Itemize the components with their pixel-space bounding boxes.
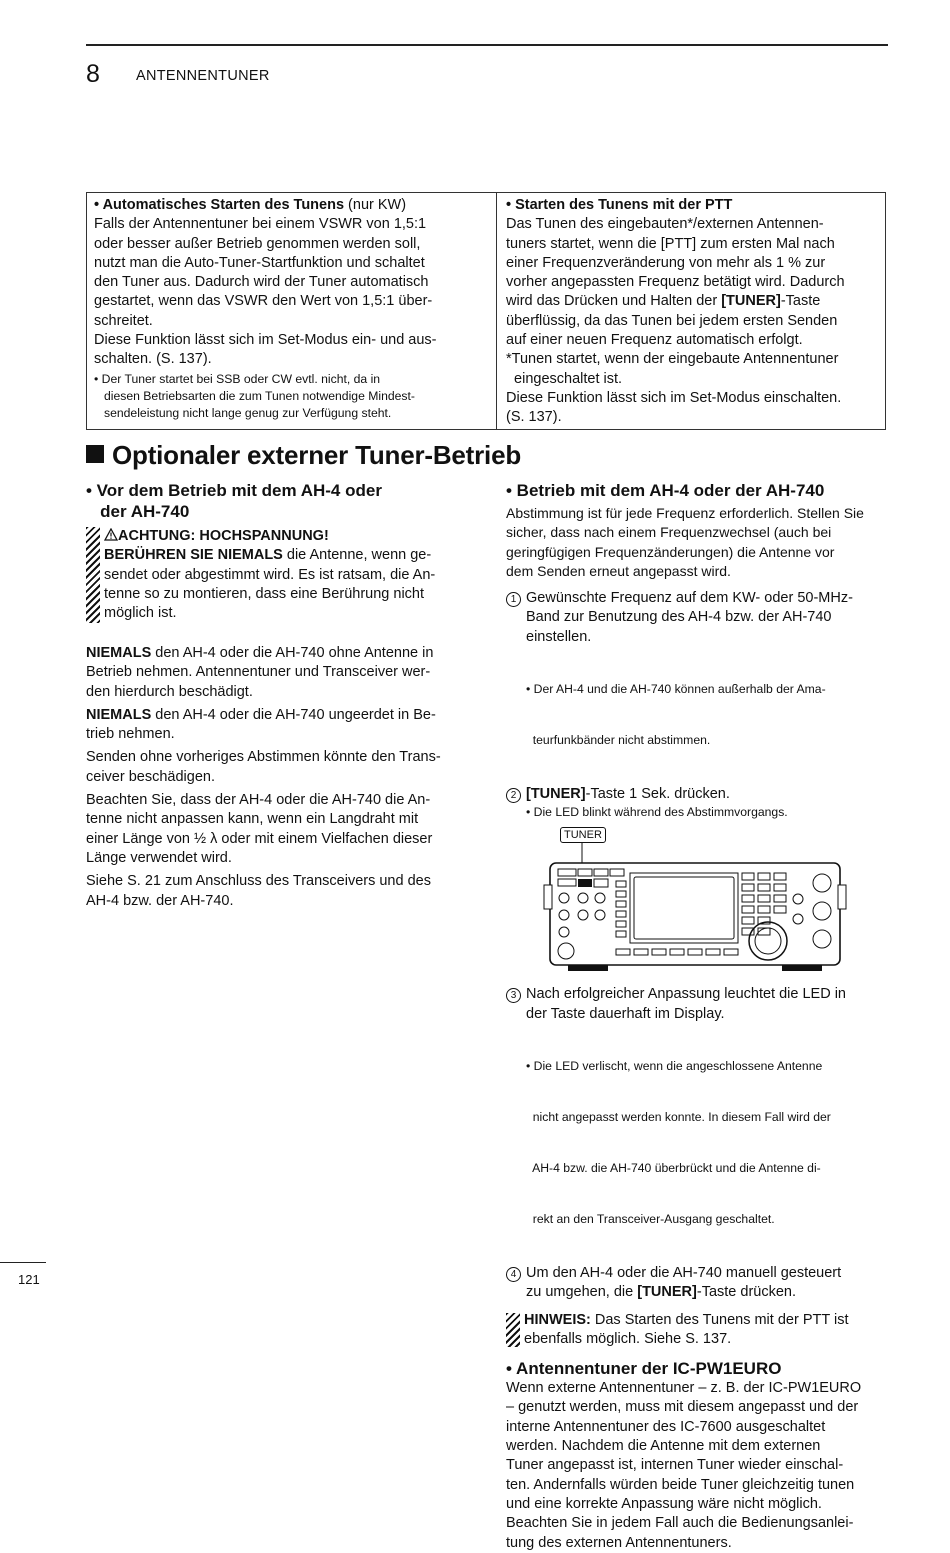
box-left-heading: • Automatisches Starten des Tunens bbox=[94, 197, 345, 213]
tuner-key-ref: [TUNER] bbox=[721, 293, 781, 310]
pw-paragraph: Wenn externe Antennentuner – z. B. der IC-PW1EURO – genutzt werden, muss mit diesem angepasst und der interne Antennentuner des IC-7600 ausgeschaltet werden. Nachdem die Antenne mit dem externen Tuner angepasst ist, internen Tuner wieder einschal- ten. Andernfalls würden beide Tuner gleichzeitig tunen und eine korrekte Anpassung wäre nicht möglich. Beachten Sie in jedem Fall auch die Bedienungsanlei- tung des externen Antennentuners. bbox=[506, 1380, 862, 1551]
box-left-line: oder besser außer Betrieb genommen werden soll, bbox=[94, 235, 421, 252]
right-column bbox=[506, 480, 888, 1553]
step-1: 1 Gewünschte Frequenz auf dem KW- oder 50-MHz- Band zur Benutzung des AH-4 bzw. der AH-740 einstellen. • Der AH-4 und die AH-740 können außerhalb der Ama- teurfunkbänder nicht abstimmen. bbox=[506, 589, 888, 783]
box-left-line: nutzt man die Auto-Tuner-Startfunktion und schaltet bbox=[94, 254, 425, 271]
box-right-line: (S. 137). bbox=[506, 409, 562, 426]
box-right-line: *Tunen startet, wenn der eingebaute Antennentuner bbox=[506, 351, 839, 368]
box-left-note: • Der Tuner startet bei SSB oder CW evtl. nicht, da in bbox=[94, 371, 381, 386]
box-right-column bbox=[506, 196, 880, 428]
square-bullet-icon bbox=[86, 445, 104, 463]
box-right-line: Diese Funktion lässt sich im Set-Modus einschalten. bbox=[506, 389, 842, 406]
box-left-line: Falls der Antennentuner bei einem VSWR von 1,5:1 bbox=[94, 216, 427, 233]
pw-heading: • Antennentuner der IC-PW1EURO bbox=[506, 1359, 782, 1379]
header-rule bbox=[86, 44, 888, 46]
box-left-note: sendeleistung nicht lange genug zur Verfügung steht. bbox=[104, 405, 392, 420]
hint-block: HINWEIS: Das Starten des Tunens mit der PTT ist ebenfalls möglich. Siehe S. 137. bbox=[506, 1311, 888, 1350]
box-left-line: schreitet. bbox=[94, 312, 153, 329]
step-number: 4 bbox=[506, 1267, 521, 1282]
intro-paragraph: Abstimmung ist für jede Frequenz erforderlich. Stellen Sie sicher, dass nach einem Frequenzwechsel (auch bei geringfügigen Frequenzänderungen) die Antenne vor dem Senden erneut angepasst wird. bbox=[506, 505, 864, 579]
warning-bold: BERÜHREN SIE NIEMALS bbox=[104, 547, 283, 564]
left-heading: • Vor dem Betrieb mit dem AH-4 oder bbox=[86, 481, 382, 500]
page-number: 121 bbox=[18, 1272, 40, 1287]
step-3: 3 Nach erfolgreicher Anpassung leuchtet die LED in der Taste dauerhaft im Display. • Die LED verlischt, wenn die angeschlossene Antenne nicht angepasst werden konnte. In diesem Fall wird der AH-4 bzw. die AH-740 überbrückt und die Antenne di- rekt an den Transceiver-Ausgang geschaltet. bbox=[506, 985, 888, 1262]
paragraph: NIEMALS den AH-4 oder die AH-740 ohne Antenne in Betrieb nehmen. Antennentuner und Transceiver wer- den hierdurch beschädigt. bbox=[86, 645, 434, 700]
left-heading: der AH-740 bbox=[86, 502, 190, 521]
hatch-marker-icon bbox=[86, 527, 100, 623]
box-right-line: vorher angepassten Frequenz betätigt wird. Dadurch bbox=[506, 274, 845, 291]
box-right-line: wird das Drücken und Halten der bbox=[506, 293, 722, 310]
box-right-line: einer Frequenzveränderung von mehr als 1 % zur bbox=[506, 254, 826, 271]
box-left-note: diesen Betriebsarten die zum Tunen notwendige Mindest- bbox=[104, 388, 415, 403]
step-4: 4 Um den AH-4 oder die AH-740 manuell gesteuert zu umgehen, die [TUNER]-Taste drücken. bbox=[506, 1264, 888, 1303]
step-number: 2 bbox=[506, 788, 521, 803]
box-right-line: tuners startet, wenn die [PTT] zum ersten Mal nach bbox=[506, 235, 835, 252]
warning-block: ACHTUNG: HOCHSPANNUNG! BERÜHREN SIE NIEMALS die Antenne, wenn ge- sendet oder abgestimmt wird. Es ist ratsam, die An- tenne so zu montieren, dass eine Berührung nicht möglich ist. bbox=[86, 527, 466, 625]
paragraph: Siehe S. 21 zum Anschluss des Transceivers und des AH-4 bzw. der AH-740. bbox=[86, 873, 431, 909]
box-left-heading-suffix: (nur KW) bbox=[344, 197, 407, 213]
hint-label: HINWEIS: bbox=[524, 1311, 591, 1328]
chapter-number: 8 bbox=[86, 60, 100, 88]
paragraph: Beachten Sie, dass der AH-4 oder die AH-740 die An- tenne nicht anpassen kann, wenn ein Langdraht mit einer Länge von ½ λ oder mit einem Vielfachen dieser Länge verwendet wird. bbox=[86, 792, 433, 866]
box-left-column bbox=[94, 196, 466, 422]
box-left-line: Diese Funktion lässt sich im Set-Modus ein- und aus- bbox=[94, 332, 437, 349]
paragraph: Senden ohne vorheriges Abstimmen könnte den Trans- ceiver beschädigen. bbox=[86, 749, 441, 785]
tuner-key-ref: [TUNER] bbox=[637, 1284, 697, 1301]
step-number: 1 bbox=[506, 592, 521, 607]
paragraph: NIEMALS den AH-4 oder die AH-740 ungeerdet in Be- trieb nehmen. bbox=[86, 706, 436, 743]
box-right-line: Das Tunen des eingebauten*/externen Antennen- bbox=[506, 216, 824, 233]
tuner-callout-label: TUNER bbox=[560, 827, 606, 843]
box-left-line: gestartet, wenn das VSWR den Wert von 1,5:1 über- bbox=[94, 293, 433, 310]
tuner-key-ref: [TUNER] bbox=[526, 786, 586, 803]
box-left-line: den Tuner aus. Dadurch wird der Tuner automatisch bbox=[94, 274, 429, 291]
transceiver-front-panel-icon bbox=[536, 839, 866, 979]
step-2: 2 [TUNER]-Taste 1 Sek. drücken. • Die LED blinkt während des Abstimmvorgangs. bbox=[506, 785, 888, 821]
box-right-line: -Taste bbox=[780, 293, 821, 310]
box-right-heading: • Starten des Tunens mit der PTT bbox=[506, 197, 733, 213]
box-right-line: auf einer neuen Frequenz automatisch erfolgt. bbox=[506, 332, 803, 349]
right-heading: • Betrieb mit dem AH-4 oder der AH-740 bbox=[506, 481, 825, 500]
footer-rule bbox=[0, 1262, 46, 1263]
info-box-divider bbox=[496, 193, 497, 429]
box-left-line: schalten. (S. 137). bbox=[94, 351, 212, 368]
transceiver-illustration bbox=[506, 827, 888, 977]
warning-triangle-icon bbox=[104, 528, 118, 541]
left-column bbox=[86, 480, 466, 911]
box-right-line: überflüssig, da das Tunen bei jedem ersten Senden bbox=[506, 312, 838, 329]
hatch-marker-icon bbox=[506, 1313, 520, 1347]
warning-line: tenne so zu montieren, dass eine Berührung nicht bbox=[104, 585, 425, 602]
warning-title: ACHTUNG: HOCHSPANNUNG! bbox=[118, 528, 329, 544]
warning-line: sendet oder abgestimmt wird. Es ist ratsam, die An- bbox=[104, 566, 436, 583]
chapter-title: ANTENNENTUNER bbox=[136, 68, 270, 84]
step-number: 3 bbox=[506, 988, 521, 1003]
warning-line: möglich ist. bbox=[104, 605, 177, 622]
section-title: Optionaler externer Tuner-Betrieb bbox=[86, 440, 521, 471]
box-right-line: eingeschaltet ist. bbox=[506, 370, 623, 387]
